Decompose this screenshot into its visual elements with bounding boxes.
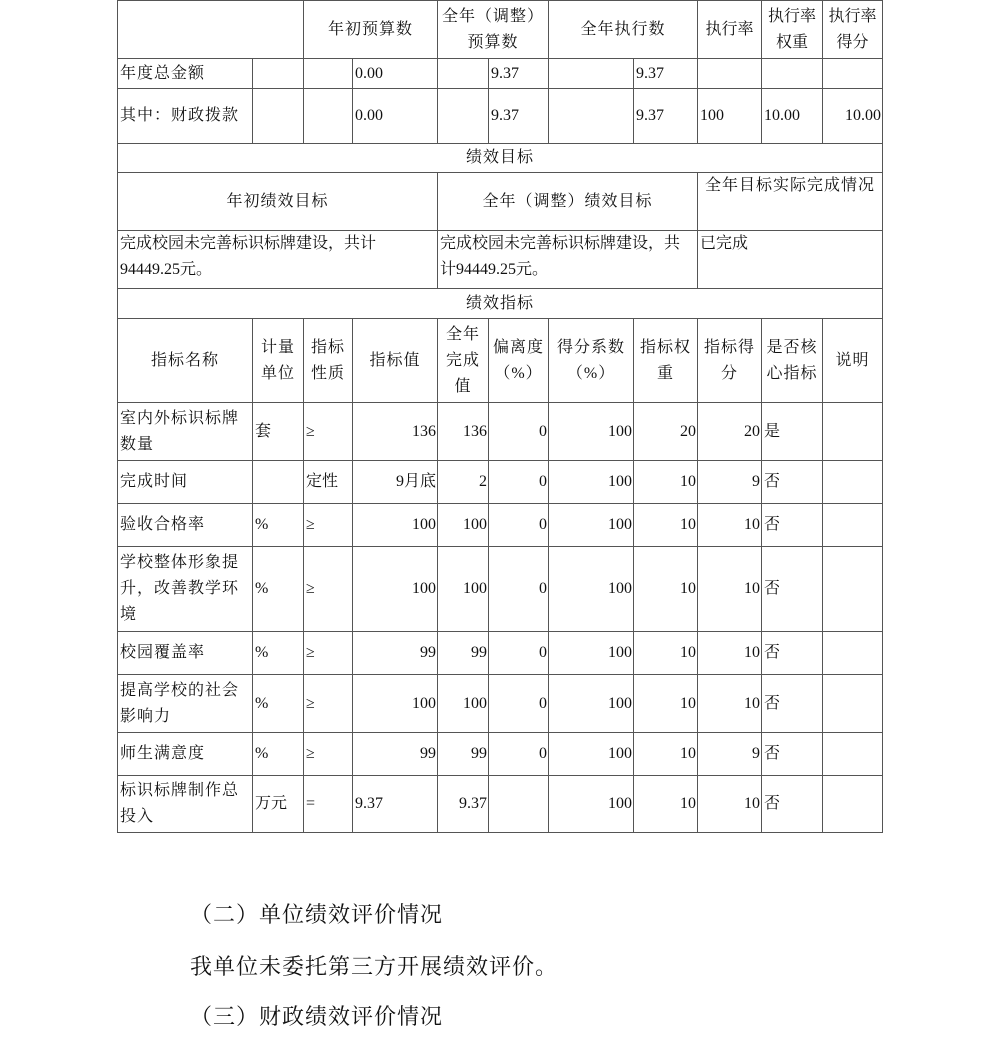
indicator-coefficient: 100 xyxy=(549,733,634,776)
indicator-score: 9 xyxy=(698,461,762,504)
budget-rate: 100 xyxy=(698,89,762,144)
budget-initial: 0.00 xyxy=(353,59,438,89)
indicator-core: 是 xyxy=(762,403,823,461)
indicators-header-actual: 全年完成值 xyxy=(438,319,489,403)
budget-weight: 10.00 xyxy=(762,89,823,144)
indicator-name: 完成时间 xyxy=(118,461,253,504)
indicator-target: 9月底 xyxy=(353,461,438,504)
indicators-header-nature: 指标性质 xyxy=(304,319,353,403)
goals-header-adjusted: 全年（调整）绩效目标 xyxy=(438,173,698,231)
indicator-core: 否 xyxy=(762,675,823,733)
indicator-nature: ≥ xyxy=(304,632,353,675)
indicator-note xyxy=(823,547,883,632)
performance-table xyxy=(117,0,883,833)
indicators-header-core: 是否核心指标 xyxy=(762,319,823,403)
budget-header-weight: 执行率权重 xyxy=(762,1,823,59)
unit-eval-heading: （二）单位绩效评价情况 xyxy=(190,903,444,928)
indicator-nature: 定性 xyxy=(304,461,353,504)
indicator-target: 99 xyxy=(353,632,438,675)
indicator-note xyxy=(823,675,883,733)
indicator-name: 校园覆盖率 xyxy=(118,632,253,675)
indicator-weight: 20 xyxy=(634,403,698,461)
budget-row-total xyxy=(118,59,883,89)
indicator-core: 否 xyxy=(762,733,823,776)
budget-executed: 9.37 xyxy=(634,89,698,144)
indicator-note xyxy=(823,632,883,675)
indicators-header-target: 指标值 xyxy=(353,319,438,403)
indicator-unit: % xyxy=(253,632,304,675)
budget-header-executed: 全年执行数 xyxy=(549,1,698,59)
indicator-score: 10 xyxy=(698,547,762,632)
indicators-header-name: 指标名称 xyxy=(118,319,253,403)
indicator-nature: ≥ xyxy=(304,504,353,547)
indicator-target: 100 xyxy=(353,547,438,632)
indicator-row xyxy=(118,776,883,833)
indicator-name: 标识标牌制作总投入 xyxy=(118,776,253,833)
indicator-score: 9 xyxy=(698,733,762,776)
budget-adjusted: 9.37 xyxy=(489,59,549,89)
budget-executed: 9.37 xyxy=(634,59,698,89)
indicator-weight: 10 xyxy=(634,776,698,833)
indicators-section-row xyxy=(118,289,883,319)
indicator-core: 否 xyxy=(762,632,823,675)
indicators-section-title: 绩效指标 xyxy=(118,289,883,319)
indicator-name: 室内外标识标牌数量 xyxy=(118,403,253,461)
indicator-nature: ≥ xyxy=(304,733,353,776)
indicator-nature: ≥ xyxy=(304,547,353,632)
indicator-nature: ≥ xyxy=(304,403,353,461)
indicator-coefficient: 100 xyxy=(549,547,634,632)
indicators-header-score: 指标得分 xyxy=(698,319,762,403)
budget-header-blank xyxy=(118,1,304,59)
indicator-deviation: 0 xyxy=(489,403,549,461)
indicator-actual: 100 xyxy=(438,504,489,547)
indicator-unit: 万元 xyxy=(253,776,304,833)
unit-eval-text: 我单位未委托第三方开展绩效评价。 xyxy=(190,955,559,980)
indicator-coefficient: 100 xyxy=(549,632,634,675)
indicator-actual: 99 xyxy=(438,632,489,675)
goals-adjusted: 完成校园未完善标识标牌建设，共计94449.25元。 xyxy=(438,231,698,289)
indicators-header-note: 说明 xyxy=(823,319,883,403)
indicator-core: 否 xyxy=(762,461,823,504)
indicator-actual: 9.37 xyxy=(438,776,489,833)
indicator-name: 验收合格率 xyxy=(118,504,253,547)
indicators-header-row xyxy=(118,319,883,403)
fiscal-eval-heading: （三）财政绩效评价情况 xyxy=(190,1005,444,1030)
goals-header-row xyxy=(118,173,883,231)
budget-rate xyxy=(698,59,762,89)
indicator-score: 10 xyxy=(698,504,762,547)
indicator-score: 10 xyxy=(698,675,762,733)
indicator-actual: 99 xyxy=(438,733,489,776)
indicator-unit: % xyxy=(253,504,304,547)
indicators-header-unit: 计量单位 xyxy=(253,319,304,403)
indicator-coefficient: 100 xyxy=(549,675,634,733)
indicator-deviation: 0 xyxy=(489,504,549,547)
goals-actual: 已完成 xyxy=(698,231,883,289)
indicator-row xyxy=(118,733,883,776)
indicator-nature: = xyxy=(304,776,353,833)
budget-weight xyxy=(762,59,823,89)
budget-header-rate: 执行率 xyxy=(698,1,762,59)
indicator-weight: 10 xyxy=(634,733,698,776)
indicator-core: 否 xyxy=(762,776,823,833)
goals-section-title: 绩效目标 xyxy=(118,144,883,173)
indicator-row xyxy=(118,547,883,632)
indicator-deviation: 0 xyxy=(489,733,549,776)
budget-label: 年度总金额 xyxy=(118,59,253,89)
indicator-row xyxy=(118,675,883,733)
budget-header-adjusted: 全年（调整）预算数 xyxy=(438,1,549,59)
indicator-name: 提高学校的社会影响力 xyxy=(118,675,253,733)
budget-label: 其中：财政拨款 xyxy=(118,89,253,144)
indicator-deviation: 0 xyxy=(489,461,549,504)
indicator-unit: % xyxy=(253,733,304,776)
indicator-row xyxy=(118,504,883,547)
indicator-note xyxy=(823,733,883,776)
indicator-coefficient: 100 xyxy=(549,403,634,461)
indicator-target: 100 xyxy=(353,675,438,733)
budget-score xyxy=(823,59,883,89)
indicator-row xyxy=(118,403,883,461)
budget-row-fiscal xyxy=(118,89,883,144)
indicator-coefficient: 100 xyxy=(549,776,634,833)
goals-content-row xyxy=(118,231,883,289)
goals-section-row xyxy=(118,144,883,173)
indicator-target: 136 xyxy=(353,403,438,461)
indicators-header-coefficient: 得分系数（%） xyxy=(549,319,634,403)
goals-header-initial: 年初绩效目标 xyxy=(118,173,438,231)
indicator-weight: 10 xyxy=(634,504,698,547)
indicator-name: 学校整体形象提升，改善教学环境 xyxy=(118,547,253,632)
indicator-row xyxy=(118,461,883,504)
indicator-core: 否 xyxy=(762,504,823,547)
budget-header-score: 执行率得分 xyxy=(823,1,883,59)
indicator-weight: 10 xyxy=(634,632,698,675)
indicator-target: 9.37 xyxy=(353,776,438,833)
indicator-core: 否 xyxy=(762,547,823,632)
indicator-note xyxy=(823,776,883,833)
indicator-deviation: 0 xyxy=(489,547,549,632)
indicator-actual: 100 xyxy=(438,547,489,632)
indicator-note xyxy=(823,504,883,547)
indicator-score: 10 xyxy=(698,776,762,833)
indicator-coefficient: 100 xyxy=(549,504,634,547)
indicator-deviation: 0 xyxy=(489,632,549,675)
indicator-weight: 10 xyxy=(634,675,698,733)
indicators-header-deviation: 偏离度（%） xyxy=(489,319,549,403)
budget-initial: 0.00 xyxy=(353,89,438,144)
indicator-deviation: 0 xyxy=(489,675,549,733)
indicator-note xyxy=(823,403,883,461)
indicator-weight: 10 xyxy=(634,461,698,504)
indicator-unit: % xyxy=(253,547,304,632)
indicator-row xyxy=(118,632,883,675)
budget-score: 10.00 xyxy=(823,89,883,144)
indicator-actual: 2 xyxy=(438,461,489,504)
indicator-weight: 10 xyxy=(634,547,698,632)
budget-header-row xyxy=(118,1,883,59)
indicator-target: 99 xyxy=(353,733,438,776)
indicator-unit: % xyxy=(253,675,304,733)
indicators-header-weight: 指标权重 xyxy=(634,319,698,403)
indicator-note xyxy=(823,461,883,504)
indicator-target: 100 xyxy=(353,504,438,547)
goals-initial: 完成校园未完善标识标牌建设，共计94449.25元。 xyxy=(118,231,438,289)
indicator-actual: 100 xyxy=(438,675,489,733)
indicator-coefficient: 100 xyxy=(549,461,634,504)
indicator-unit: 套 xyxy=(253,403,304,461)
indicator-score: 10 xyxy=(698,632,762,675)
indicator-unit xyxy=(253,461,304,504)
budget-header-initial: 年初预算数 xyxy=(304,1,438,59)
goals-header-actual: 全年目标实际完成情况 xyxy=(698,173,883,231)
indicator-nature: ≥ xyxy=(304,675,353,733)
budget-adjusted: 9.37 xyxy=(489,89,549,144)
indicator-name: 师生满意度 xyxy=(118,733,253,776)
indicator-score: 20 xyxy=(698,403,762,461)
indicator-actual: 136 xyxy=(438,403,489,461)
indicator-deviation xyxy=(489,776,549,833)
